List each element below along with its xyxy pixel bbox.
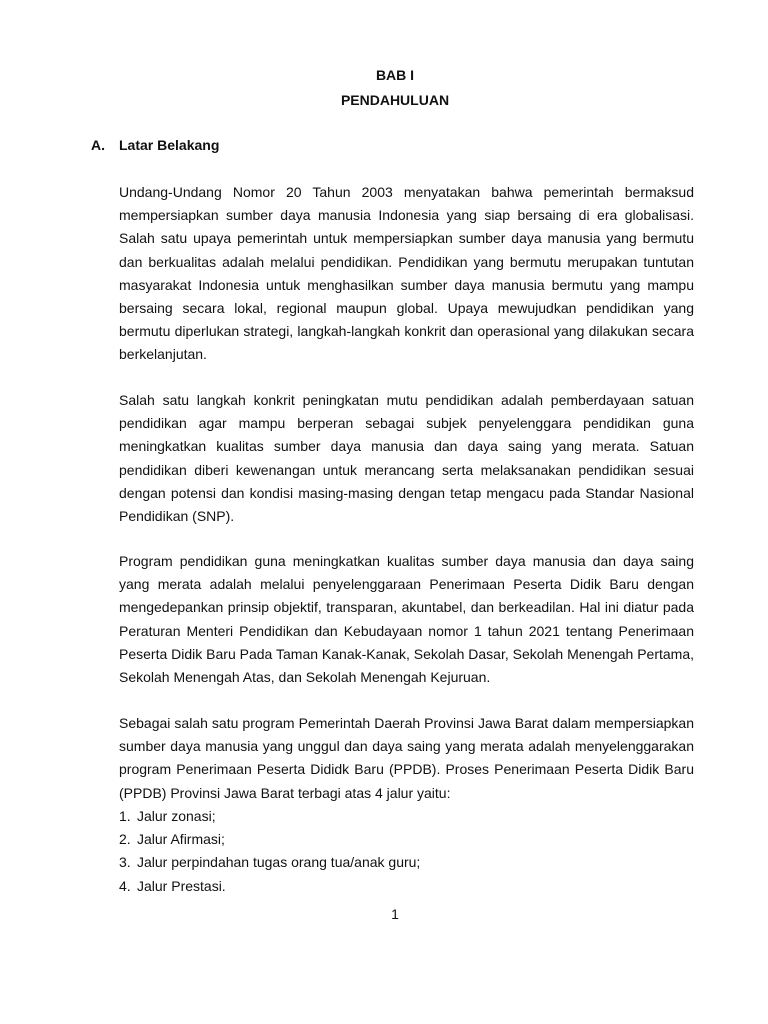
paragraph-text: Undang-Undang Nomor 20 Tahun 2003 menyatakan bahwa pemerintah bermaksud mempersiapkan sumber daya manusia Indonesia yang siap bersaing di era globalisasi. Salah satu upaya pemerintah untuk mempersiapkan sumber daya manusia yang bermutu dan berkualitas adalah melalui pendidikan. Pendidikan yang bermutu merupakan tuntutan masyarakat Indonesia untuk menghasilkan sumber daya manusia bermutu yang mampu bersaing secara lokal, regional maupun global. Upaya mewujudkan pendidikan yang bermutu diperlukan strategi, langkah-langkah konkrit dan operasional yang dilakukan secara berkelanjutan. [119, 184, 694, 363]
list-text: Jalur Afirmasi; [137, 831, 225, 848]
paragraph-1 [119, 181, 694, 367]
list-item [119, 875, 694, 898]
paragraph-2 [119, 389, 694, 528]
list-text: Jalur perpindahan tugas orang tua/anak guru; [137, 854, 421, 871]
chapter-label: BAB I [375, 67, 415, 83]
list-text: Jalur Prestasi. [137, 877, 226, 894]
paragraph-text: Program pendidikan guna meningkatkan kualitas sumber daya manusia dan daya saing yang merata adalah melalui penyelenggaraan Penerimaan Peserta Didik Baru dengan mengedepankan prinsip objektif, transparan, akuntabel, dan berkeadilan. Hal ini diatur pada Peraturan Menteri Pendidikan dan Kebudayaan nomor 1 tahun 2021 tentang Penerimaan Peserta Didik Baru Pada Taman Kanak-Kanak, Sekolah Dasar, Sekolah Menengah Pertama, Sekolah Menengah Atas, dan Sekolah Menengah Kejuruan. [119, 553, 694, 686]
list-number: 4. [119, 877, 131, 894]
list-item [119, 851, 694, 874]
jalur-list [119, 805, 694, 898]
section-letter: A. [91, 137, 105, 153]
paragraph-3 [119, 550, 694, 689]
list-number: 2. [119, 831, 131, 848]
list-number: 1. [119, 808, 131, 824]
list-text: Jalur zonasi; [137, 808, 216, 824]
page-number: 1 [391, 906, 399, 922]
list-item [119, 828, 694, 851]
paragraph-text: Salah satu langkah konkrit peningkatan mutu pendidikan adalah pemberdayaan satuan pendidikan agar mampu berperan sebagai subjek penyelenggara pendidikan guna meningkatkan kualitas sumber daya manusia dan daya saing yang merata. Satuan pendidikan diberi kewenangan untuk merancang serta melaksanakan pendidikan sesuai dengan potensi dan kondisi masing-masing dengan tetap mengacu pada Standar Nasional Pendidikan (SNP). [119, 392, 694, 525]
list-number: 3. [119, 854, 131, 871]
list-item [119, 805, 694, 828]
section-heading [91, 135, 219, 155]
section-title: Latar Belakang [119, 137, 220, 153]
chapter-title: PENDAHULUAN [340, 92, 450, 108]
paragraph-text: Sebagai salah satu program Pemerintah Daerah Provinsi Jawa Barat dalam mempersiapkan sumber daya manusia yang unggul dan daya saing yang merata adalah menyelenggarakan program Penerimaan Peserta Dididk Baru (PPDB). Proses Penerimaan Peserta Didik Baru (PPDB) Provinsi Jawa Barat terbagi atas 4 jalur yaitu: [119, 715, 694, 801]
paragraph-4 [119, 712, 694, 805]
